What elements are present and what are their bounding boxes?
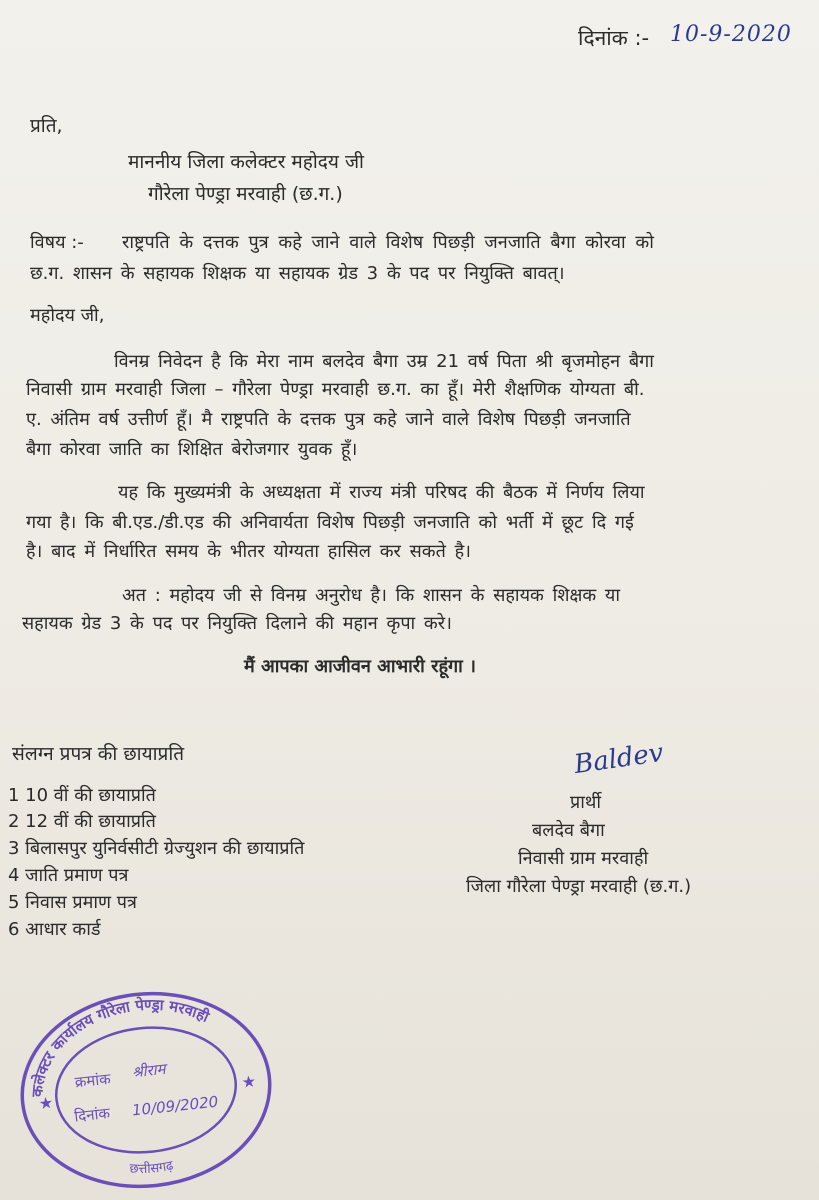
- list-item: 5 निवास प्रमाण पत्र: [8, 892, 137, 913]
- sender-block: [460, 790, 790, 910]
- sender-name: बलदेव बैगा: [532, 820, 605, 841]
- body-paragraph-2: [26, 480, 786, 570]
- stamp-bottom-text: छत्तीसगढ़: [128, 1158, 175, 1178]
- sender-district: जिला गौरेला पेण्ड्रा मरवाही (छ.ग.): [466, 876, 692, 897]
- paragraph-line: अत : महोदय जी से विनम्र अनुरोध है। कि शासन के सहायक शिक्षक या: [122, 585, 621, 606]
- stamp-star-right: ★: [240, 1071, 257, 1092]
- sender-prarthi: प्रार्थी: [570, 792, 602, 813]
- recipient-line-2: गौरेला पेण्ड्रा मरवाही (छ.ग.): [148, 183, 343, 205]
- paragraph-line: गया है। कि बी.एड./डी.एड की अनिवार्यता विशेष पिछड़ी जनजाति को भर्ती में छूट दि गई: [26, 512, 634, 533]
- sender-village: निवासी ग्राम मरवाही: [518, 848, 649, 869]
- date-label: दिनांक :-: [578, 26, 650, 50]
- recipient-line-1: माननीय जिला कलेक्टर महोदय जी: [128, 151, 364, 173]
- subject-line-2: छ.ग. शासन के सहायक शिक्षक या सहायक ग्रेड 3 के पद पर नियुक्ति बावत्।: [30, 263, 565, 284]
- stamp-dinank-value: 10/09/2020: [131, 1092, 220, 1120]
- paragraph-line: सहायक ग्रेड 3 के पद पर नियुक्ति दिलाने की महान कृपा करे।: [22, 613, 452, 634]
- office-stamp: [14, 980, 274, 1190]
- paragraph-line: यह कि मुख्यमंत्री के अध्यक्षता में राज्य मंत्री परिषद की बैठक में निर्णय लिया: [118, 482, 645, 503]
- enclosures-title: संलग्न प्रपत्र की छायाप्रति: [12, 743, 185, 765]
- list-item: 4 जाति प्रमाण पत्र: [8, 865, 129, 886]
- stamp-kramank-value: श्रीराम: [131, 1059, 167, 1082]
- handwritten-signature: Baldev: [572, 737, 666, 781]
- subject-line-1: राष्ट्रपति के दत्तक पुत्र कहे जाने वाले विशेष पिछड़ी जनजाति बैगा कोरवा को: [122, 232, 654, 253]
- stamp-star-left: ★: [37, 1092, 55, 1114]
- stamp-ring-text: कलेक्टर कार्यालय गौरेला पेण्ड्रा मरवाही: [28, 995, 212, 1098]
- stamp-dinank-label: दिनांक: [73, 1103, 111, 1126]
- handwritten-date: 10-9-2020: [670, 22, 792, 47]
- body-paragraph-1: [26, 349, 786, 469]
- salutation: महोदय जी,: [30, 305, 105, 326]
- list-item: 2 12 वीं की छायाप्रति: [8, 811, 156, 832]
- list-item: 3 बिलासपुर युनिर्वसीटी ग्रेज्युशन की छायाप्रति: [8, 838, 305, 859]
- body-paragraph-3: [22, 583, 782, 643]
- closing-line: मैं आपका आजीवन आभारी रहूंगा ।: [244, 656, 476, 677]
- list-item: 6 आधार कार्ड: [8, 919, 101, 940]
- list-item: 1 10 वीं की छायाप्रति: [8, 785, 156, 806]
- stamp-graphic: [14, 980, 274, 1190]
- stamp-kramank-label: क्रमांक: [73, 1069, 112, 1092]
- paragraph-line: विनम्र निवेदन है कि मेरा नाम बलदेव बैगा उम्र 21 वर्ष पिता श्री बृजमोहन बैगा: [114, 351, 654, 372]
- recipient-prati: प्रति,: [30, 115, 63, 137]
- paragraph-line: बैगा कोरवा जाति का शिक्षित बेरोजगार युवक हूँ।: [26, 439, 358, 460]
- paragraph-line: निवासी ग्राम मरवाही जिला – गौरेला पेण्ड्रा मरवाही छ.ग. का हूँ। मेरी शैक्षणिक योग्यता बी.: [26, 379, 645, 400]
- subject-label: विषय :-: [30, 232, 84, 253]
- paragraph-line: है। बाद में निर्धारित समय के भीतर योग्यता हासिल कर सकते है।: [26, 541, 471, 562]
- paragraph-line: ए. अंतिम वर्ष उत्तीर्ण हूँ। मै राष्ट्रपति के दत्तक पुत्र कहे जाने वाले विशेष पिछड़ी जनजाति: [26, 409, 631, 430]
